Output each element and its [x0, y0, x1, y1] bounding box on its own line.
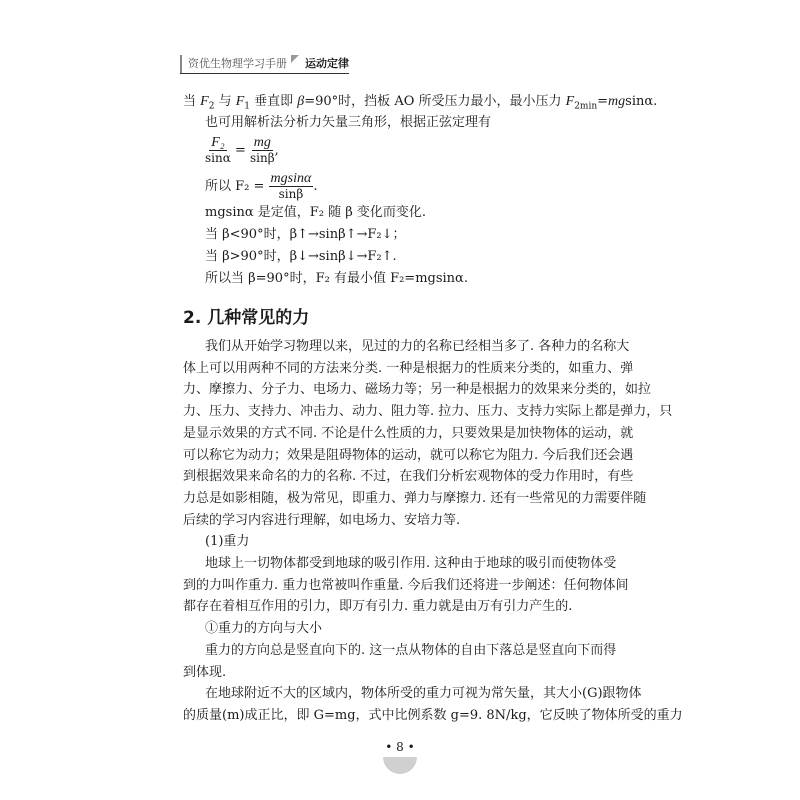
paragraph-line: 到体现.: [183, 664, 227, 680]
page-number-decoration: [383, 757, 417, 774]
paragraph-line: 我们从开始学习物理以来，见过的力的名称已经相当多了. 各种力的名称大: [205, 339, 630, 354]
paragraph-line: 后续的学习内容进行理解，如电场力、安培力等.: [183, 512, 461, 528]
subheading: (1)重力: [205, 534, 250, 550]
paragraph-line: 力、摩擦力、分子力、电场力、磁场力等；另一种是根据力的效果来分类的，如拉: [183, 382, 652, 398]
paragraph-line: 在地球附近不大的区域内，物体所受的重力可视为常矢量，其大小(G)跟物体: [205, 686, 642, 702]
book-title: 资优生物理学习手册: [180, 55, 291, 73]
paragraph-line: 力总是如影相随，极为常见，即重力、弹力与摩擦力. 还有一些常见的力需要伴随: [183, 490, 647, 506]
paragraph-line: 可以称它为动力；效果是阻碍物体的运动，就可以称它为阻力. 今后我们还会遇: [183, 447, 634, 463]
sine-law-equation: $\frac{\text{F₂}}{\sin\alpha}$ = $\frac{mg}{\sin\beta}$ ,: [205, 135, 279, 165]
paragraph-line: 到根据效果来命名的力的名称. 不过，在我们分析宏观物体的受力作用时，有些: [183, 469, 634, 485]
section-heading: 2. 几种常见的力: [183, 308, 310, 328]
chapter-title: 运动定律: [305, 57, 349, 70]
paragraph-line: 是显示效果的方式不同. 不论是什么性质的力，只要效果是加快物体的运动，就: [183, 425, 634, 441]
derivation-line-8: 所以当 β=90°时，F₂ 有最小值 F₂=mgsinα.: [205, 271, 468, 286]
derivation-line-7: 当 β>90°时，β↓→sinβ↓→F₂↑.: [205, 249, 397, 264]
f2-expression: 所以 F₂ = $\frac{mgsin\alpha}{\sin\beta}$ .: [205, 171, 318, 201]
derivation-line-6: 当 β<90°时，β↑→sinβ↑→F₂↓；: [205, 227, 406, 242]
derivation-line-5: mgsinα 是定值，F₂ 随 β 变化而变化.: [205, 205, 427, 220]
paragraph-line: 力、压力、支持力、冲击力、动力、阻力等. 拉力、压力、支持力实际上都是弹力，只: [183, 404, 673, 420]
paragraph-line: 重力的方向总是竖直向下的. 这一点从物体的自由下落总是竖直向下而得: [205, 642, 617, 658]
running-header: [180, 55, 349, 74]
paragraph-line: 体上可以用两种不同的方法来分类. 一种是根据力的性质来分类的，如重力、弹: [183, 360, 634, 376]
paragraph-line: 到的力叫作重力. 重力也常被叫作重量. 今后我们还将进一步阐述：任何物体间: [183, 577, 629, 593]
paragraph-line: 地球上一切物体都受到地球的吸引作用. 这种由于地球的吸引而使物体受: [205, 556, 617, 571]
page-number: • 8 •: [385, 740, 415, 754]
paragraph-line: 都存在着相互作用的引力，即万有引力. 重力就是由万有引力产生的.: [183, 599, 573, 615]
paragraph-line: 的质量(m)成正比，即 G=mg，式中比例系数 g=9. 8N/kg，它反映了物体所受的重力: [183, 707, 683, 723]
derivation-line-2: 也可用解析法分析力矢量三角形，根据正弦定理有: [205, 115, 492, 130]
derivation-line-1: 当 $F_2$ 与 $F_1$ 垂直即 β=90°时，挡板 AO 所受压力最小，最小压力 $F_{2min}=mgsin\alpha$.: [183, 94, 658, 112]
subheading: ①重力的方向与大小: [205, 621, 323, 637]
